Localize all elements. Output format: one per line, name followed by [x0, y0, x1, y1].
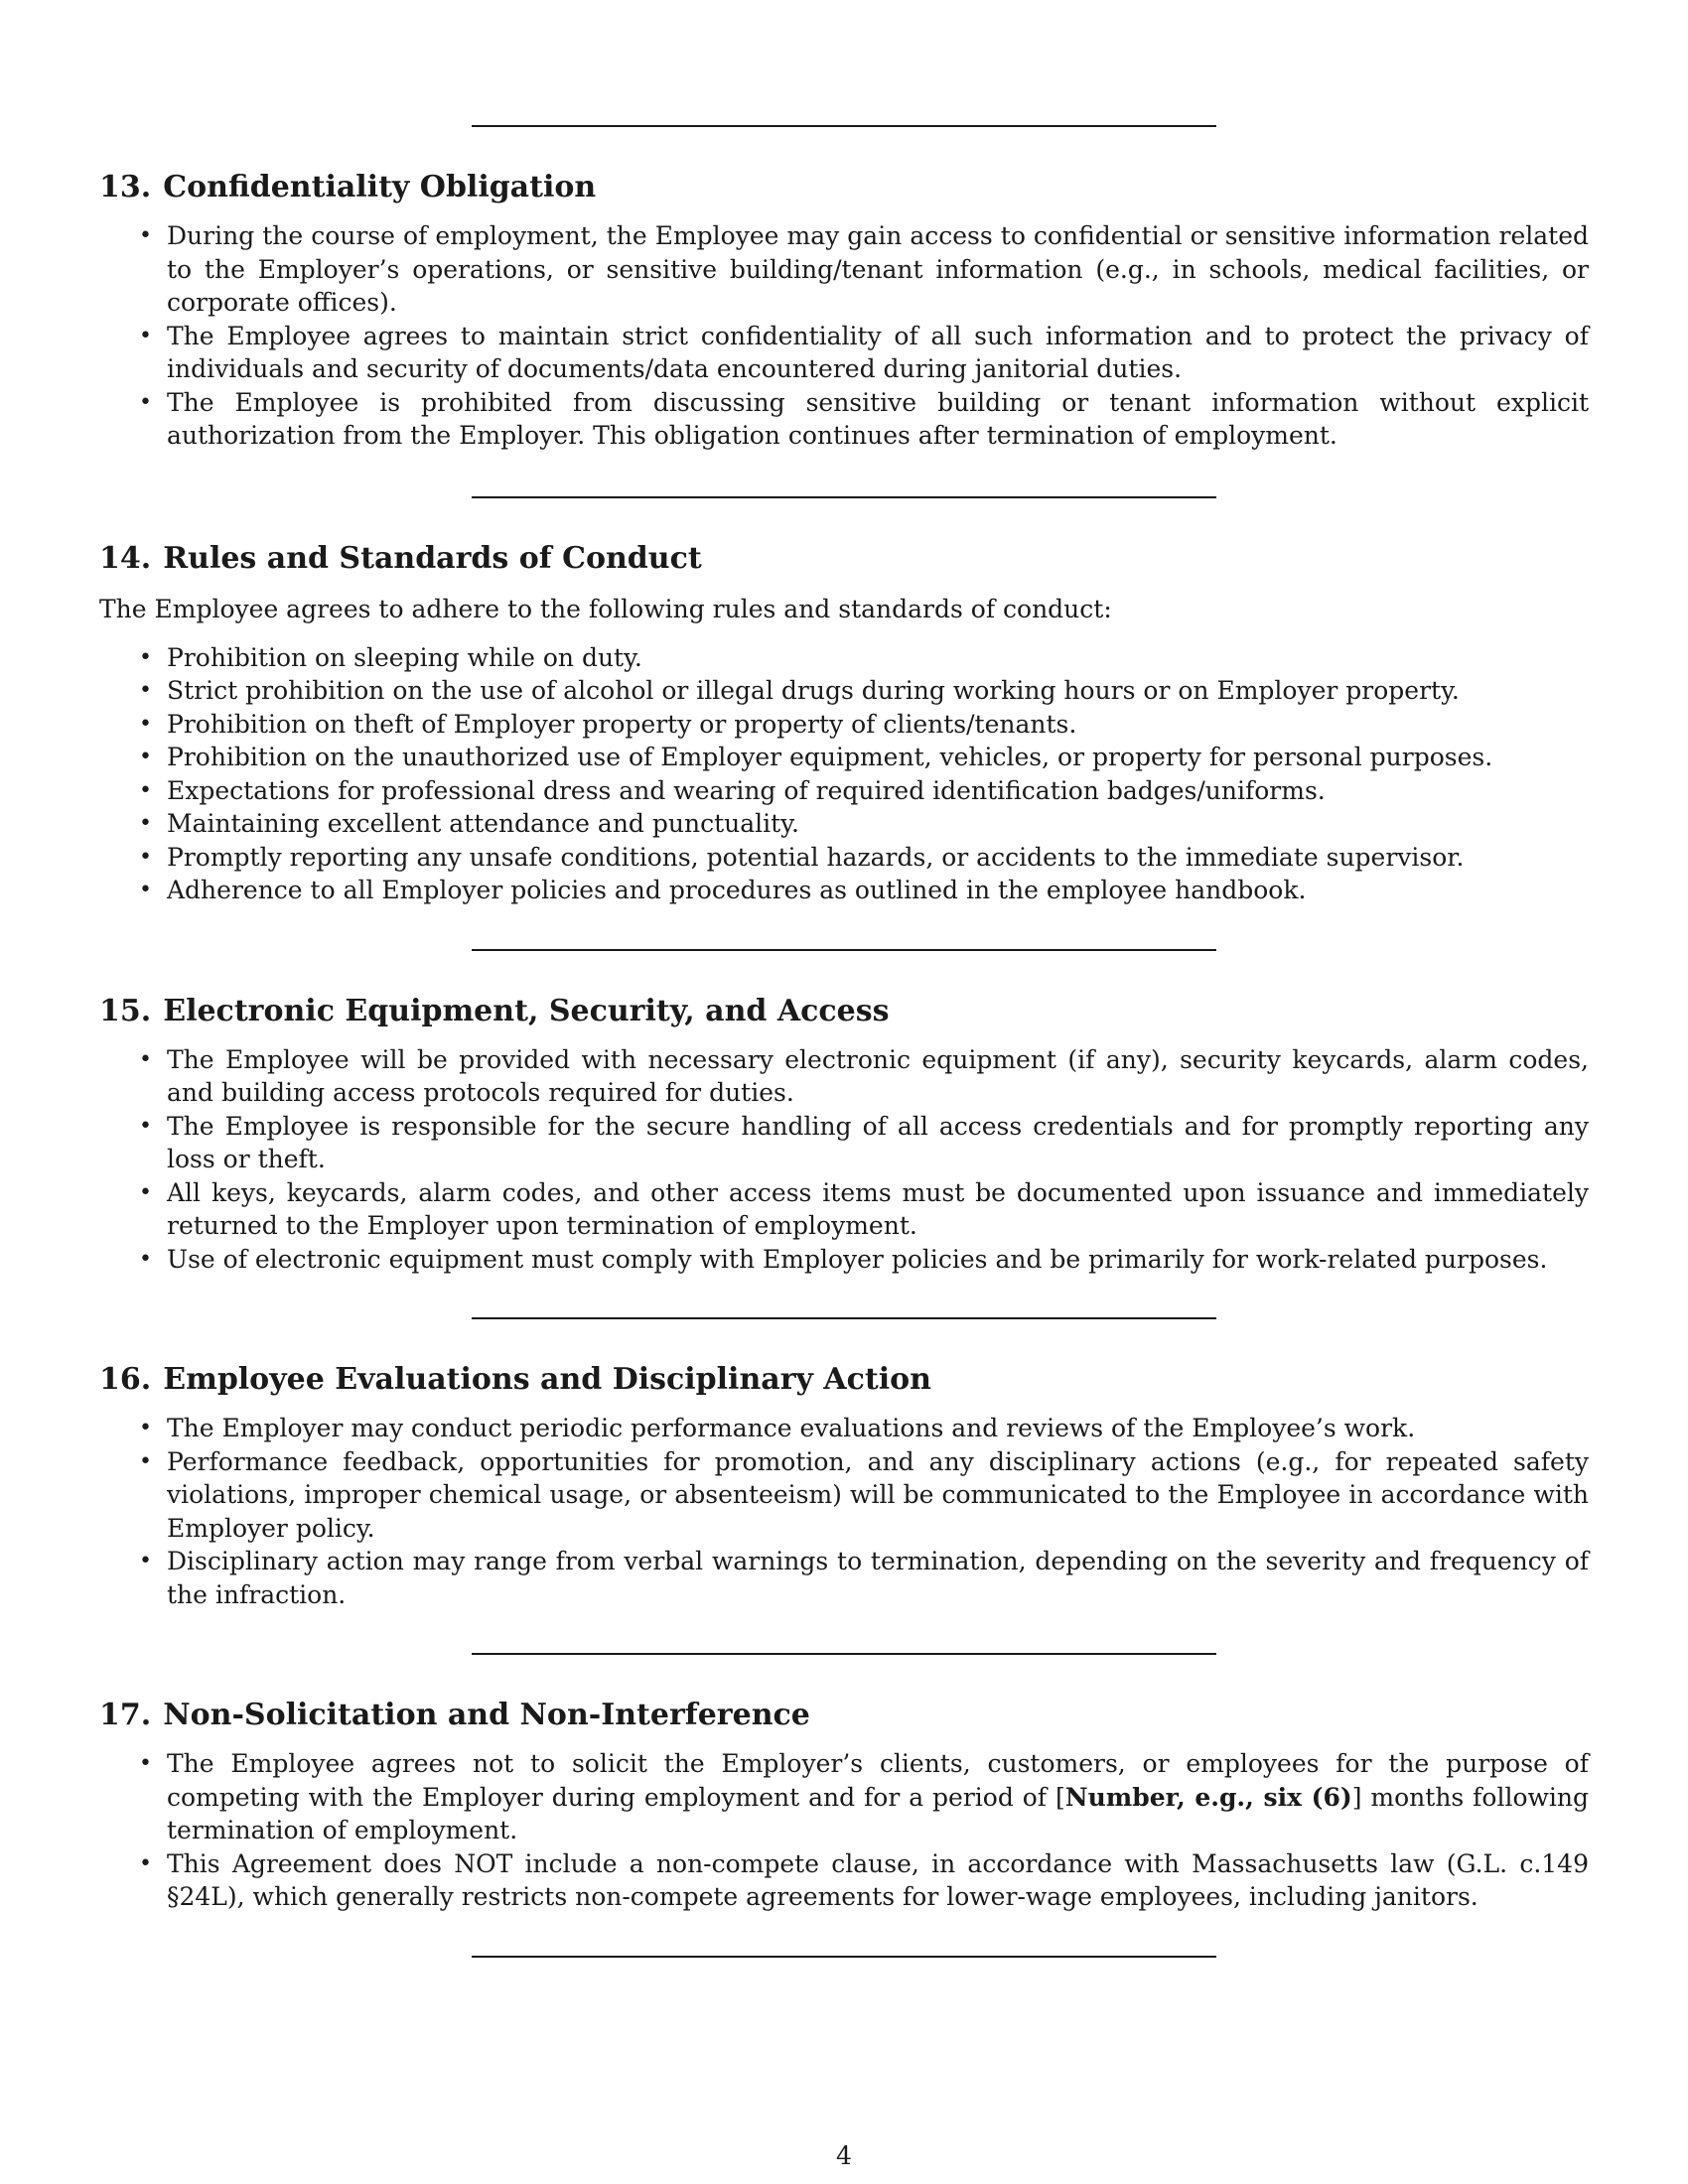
list-item: • Expectations for professional dress and wearing of required identification badges/uniforms.	[167, 774, 1589, 808]
section-title: Rules and Standards of Conduct	[163, 540, 702, 576]
section-heading	[99, 170, 1589, 205]
list-item: • The Employee agrees to maintain strict confidentiality of all such information and to protect the privacy of individuals and security of documents/data encountered during janitorial duties.	[167, 320, 1589, 386]
section-number: 17.	[99, 1698, 152, 1732]
section-13	[99, 170, 1589, 453]
placeholder-text: Number, e.g., six (6)	[1064, 1782, 1352, 1812]
section-number: 14.	[99, 540, 152, 576]
section-heading	[99, 1698, 1589, 1733]
section-number: 16.	[99, 1362, 152, 1397]
bullet-list	[99, 1412, 1589, 1611]
section-title: Confidentiality Obligation	[163, 170, 597, 205]
list-item: • During the course of employment, the Employee may gain access to confidential or sensitive information related to the Employer’s operations, or sensitive building/tenant information (e.g., in schools, medical facilities, or corporate offices).	[167, 219, 1589, 320]
list-item: • Use of electronic equipment must comply with Employer policies and be primarily for work-related purposes.	[167, 1243, 1589, 1277]
section-title: Employee Evaluations and Disciplinary Action	[163, 1362, 931, 1397]
bullet-list	[99, 219, 1589, 453]
bullet-list	[99, 1043, 1589, 1277]
bullet-list	[99, 1747, 1589, 1914]
list-item: • Maintaining excellent attendance and punctuality.	[167, 807, 1589, 841]
section-divider	[472, 949, 1216, 951]
list-item: • The Employee will be provided with necessary electronic equipment (if any), security keycards, alarm codes, and building access protocols required for duties.	[167, 1043, 1589, 1110]
section-divider	[472, 1317, 1216, 1319]
section-divider	[472, 496, 1216, 498]
section-17	[99, 1698, 1589, 1914]
section-intro: The Employee agrees to adhere to the following rules and standards of conduct:	[99, 594, 1112, 623]
list-item: • The Employee is prohibited from discussing sensitive building or tenant information without explicit authorization from the Employer. This obligation continues after termination of employment.	[167, 386, 1589, 453]
list-item: • Promptly reporting any unsafe conditions, potential hazards, or accidents to the immediate supervisor.	[167, 841, 1589, 875]
list-item: • Prohibition on sleeping while on duty.	[167, 641, 1589, 675]
document-page	[99, 0, 1589, 1958]
section-16	[99, 1362, 1589, 1611]
section-divider	[472, 125, 1216, 127]
list-item: • The Employer may conduct periodic performance evaluations and reviews of the Employee’s work.	[167, 1412, 1589, 1445]
page-number: 4	[836, 2141, 852, 2170]
section-number: 15.	[99, 993, 152, 1028]
section-number: 13.	[99, 170, 152, 205]
list-item: • Performance feedback, opportunities for promotion, and any disciplinary actions (e.g., for repeated safety violations, improper chemical usage, or absenteeism) will be communicated to the Employee in accordance with Employer policy.	[167, 1445, 1589, 1546]
list-item: • This Agreement does NOT include a non-compete clause, in accordance with Massachusetts law (G.L. c.149 §24L), which generally restricts non-compete agreements for lower-wage employees, including janitors.	[167, 1847, 1589, 1914]
section-divider	[472, 1956, 1216, 1958]
section-title: Electronic Equipment, Security, and Access	[163, 993, 890, 1028]
section-heading	[99, 541, 1589, 577]
section-heading	[99, 994, 1589, 1029]
section-heading	[99, 1362, 1589, 1398]
bullet-list	[99, 641, 1589, 907]
section-14	[99, 541, 1589, 907]
list-item: • Adherence to all Employer policies and procedures as outlined in the employee handbook.	[167, 874, 1589, 907]
section-title: Non-Solicitation and Non-Interference	[163, 1698, 810, 1732]
section-15	[99, 994, 1589, 1277]
list-item: • Strict prohibition on the use of alcohol or illegal drugs during working hours or on Employer property.	[167, 674, 1589, 708]
list-item: • The Employee is responsible for the secure handling of all access credentials and for promptly reporting any loss or theft.	[167, 1110, 1589, 1176]
list-item: • Prohibition on theft of Employer property or property of clients/tenants.	[167, 708, 1589, 742]
list-item: • All keys, keycards, alarm codes, and other access items must be documented upon issuance and immediately returned to the Employer upon termination of employment.	[167, 1176, 1589, 1243]
list-item: • Prohibition on the unauthorized use of Employer equipment, vehicles, or property for personal purposes.	[167, 741, 1589, 774]
list-item: • The Employee agrees not to solicit the Employer’s clients, customers, or employees for the purpose of competing with the Employer during employment and for a period of [Number, e.g., six (6)] months following termination of employment.	[167, 1747, 1589, 1847]
section-divider	[472, 1653, 1216, 1655]
list-item: • Disciplinary action may range from verbal warnings to termination, depending on the severity and frequency of the infraction.	[167, 1545, 1589, 1611]
